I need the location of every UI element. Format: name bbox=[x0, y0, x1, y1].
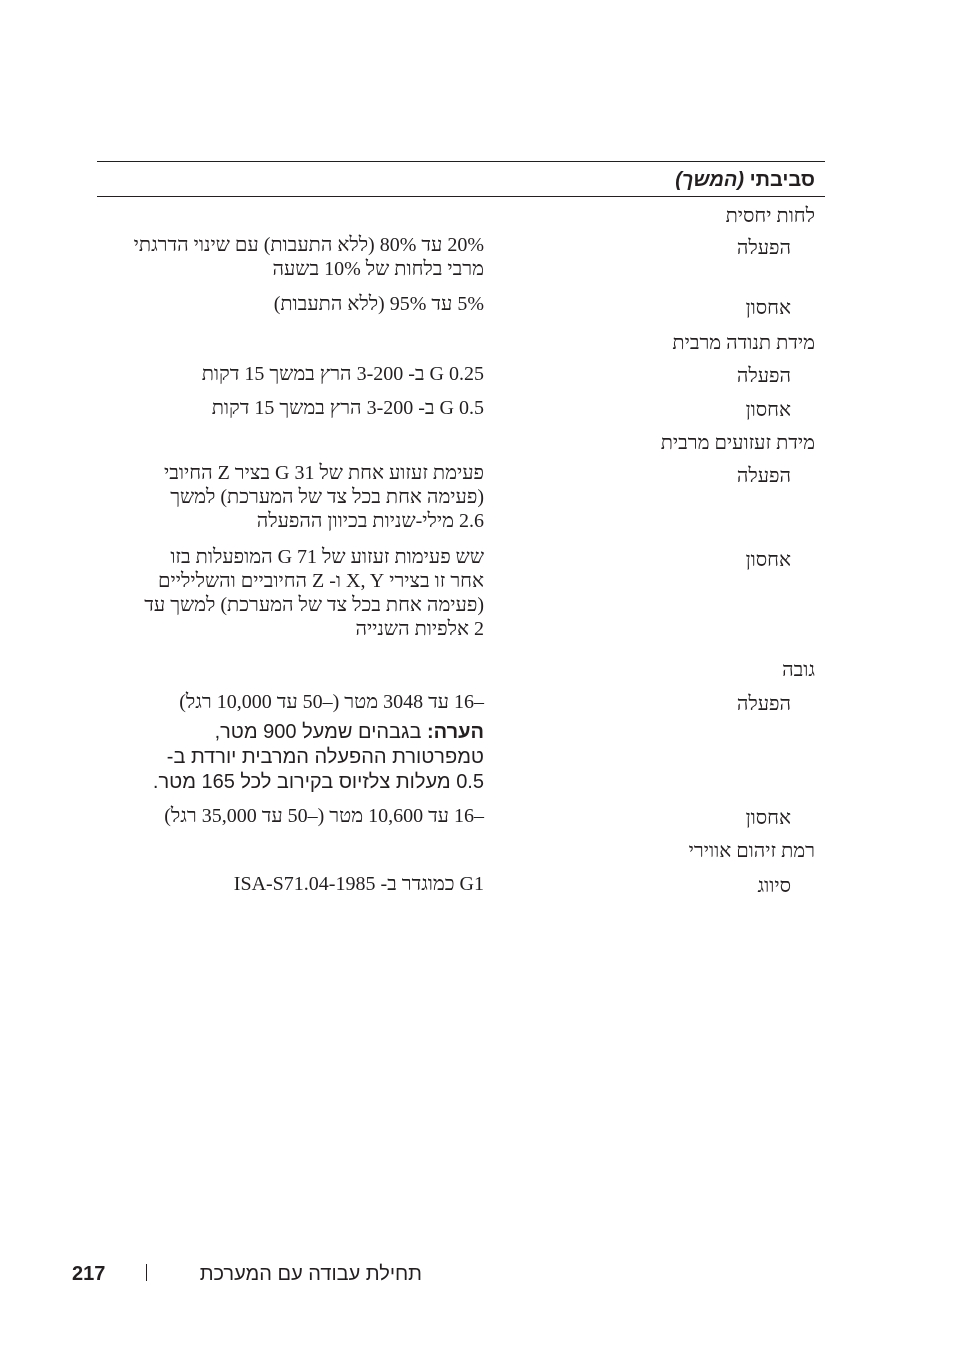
table-row bbox=[97, 542, 825, 654]
spec-value-line: מרבי בלחות של 10% בשעה bbox=[272, 258, 484, 280]
altitude-note bbox=[97, 720, 484, 795]
spec-value-line: –16 עד 3048 מטר (–50 עד 10,000 רגל) bbox=[179, 691, 484, 713]
table-row bbox=[97, 834, 825, 868]
spec-value-line: 2.6 מילי-שניות בכיוון ההפעלה bbox=[256, 510, 484, 532]
note-line: 0.5 מעלות צלזיוס בקירוב לכל 165 מטר. bbox=[152, 771, 484, 793]
table-row bbox=[97, 358, 825, 392]
table-row bbox=[97, 458, 825, 542]
spec-label: אחסון bbox=[745, 549, 791, 571]
spec-value-line: (פעימה אחת בכל צד של המערכת) למשך עד bbox=[144, 594, 484, 616]
table-row bbox=[97, 426, 825, 458]
spec-category-label: רמת זיהום אווירי bbox=[688, 840, 815, 862]
spec-value bbox=[97, 292, 484, 316]
footer-chapter-title: תחילת עבודה עם המערכת bbox=[199, 1263, 422, 1285]
spec-label: הפעלה bbox=[736, 693, 791, 715]
spec-label: הפעלה bbox=[736, 465, 791, 487]
spec-value bbox=[97, 545, 484, 641]
spec-value bbox=[97, 804, 484, 828]
table-row bbox=[97, 290, 825, 326]
table-row bbox=[97, 392, 825, 426]
spec-value-line: 20% עד 80% (ללא התעבות) עם שינוי הדרגתי bbox=[133, 234, 484, 256]
footer-separator bbox=[146, 1264, 147, 1281]
note-line: טמפרטורת ההפעלה המרבית יורדת ב- bbox=[166, 746, 484, 768]
spec-label: סיווג bbox=[757, 875, 791, 897]
table-row bbox=[97, 800, 825, 834]
spec-category-label: מידת תנודה מרבית bbox=[672, 332, 815, 354]
spec-label: אחסון bbox=[745, 399, 791, 421]
page-footer bbox=[0, 1260, 954, 1290]
spec-value-line: 0.25 G ב- 3-200 הרץ במשך 15 דקות bbox=[201, 363, 484, 385]
table-row bbox=[97, 868, 825, 902]
spec-value bbox=[97, 461, 484, 533]
note-line: בגבהים שמעל 900 מטר, bbox=[214, 721, 422, 743]
note-label: הערה: bbox=[427, 721, 484, 743]
spec-value-line: 2 אלפיות השנייה bbox=[355, 618, 484, 640]
spec-value-line: G1 כמוגדר ב- ISA-S71.04-1985 bbox=[233, 873, 484, 895]
page-number: 217 bbox=[72, 1263, 106, 1285]
spec-value bbox=[97, 690, 484, 795]
spec-value-line: פעימת זעזוע אחת של 31 G בציר Z החיובי bbox=[163, 462, 484, 484]
table-row bbox=[97, 686, 825, 800]
table-row bbox=[97, 326, 825, 358]
spec-label: הפעלה bbox=[736, 237, 791, 259]
table-row bbox=[97, 654, 825, 686]
spec-value-line: (פעימה אחת בכל צד של המערכת) למשך bbox=[170, 486, 484, 508]
table-row bbox=[97, 230, 825, 290]
spec-label: הפעלה bbox=[736, 365, 791, 387]
spec-value-line: 5% עד 95% (ללא התעבות) bbox=[273, 293, 484, 315]
spec-category-label: מידת זעזועים מרבית bbox=[660, 432, 815, 454]
spec-label: אחסון bbox=[745, 807, 791, 829]
section-heading-continued: (המשך) bbox=[675, 169, 745, 191]
spec-value bbox=[97, 872, 484, 896]
spec-value-line: אחר זו בצירי X, Y ו- Z החיוביים והשליליים bbox=[158, 570, 484, 592]
spec-value-line: 0.5 G ב- 3-200 הרץ במשך 15 דקות bbox=[211, 397, 484, 419]
spec-value bbox=[97, 396, 484, 420]
spec-value bbox=[97, 233, 484, 281]
specifications-table bbox=[97, 161, 825, 902]
spec-category-label: גובה bbox=[782, 659, 815, 681]
section-heading bbox=[675, 168, 815, 192]
spec-label: אחסון bbox=[745, 297, 791, 319]
spec-value-line: –16 עד 10,600 מטר (–50 עד 35,000 רגל) bbox=[164, 805, 484, 827]
spec-category-label: לחות יחסית bbox=[725, 205, 815, 227]
spec-value-line: שש פעימות זעזוע של 71 G המופעלות בזו bbox=[170, 546, 484, 568]
table-row bbox=[97, 197, 825, 230]
table-heading-row bbox=[97, 162, 825, 197]
section-heading-text: סביבתי bbox=[749, 169, 815, 191]
spec-value bbox=[97, 362, 484, 386]
